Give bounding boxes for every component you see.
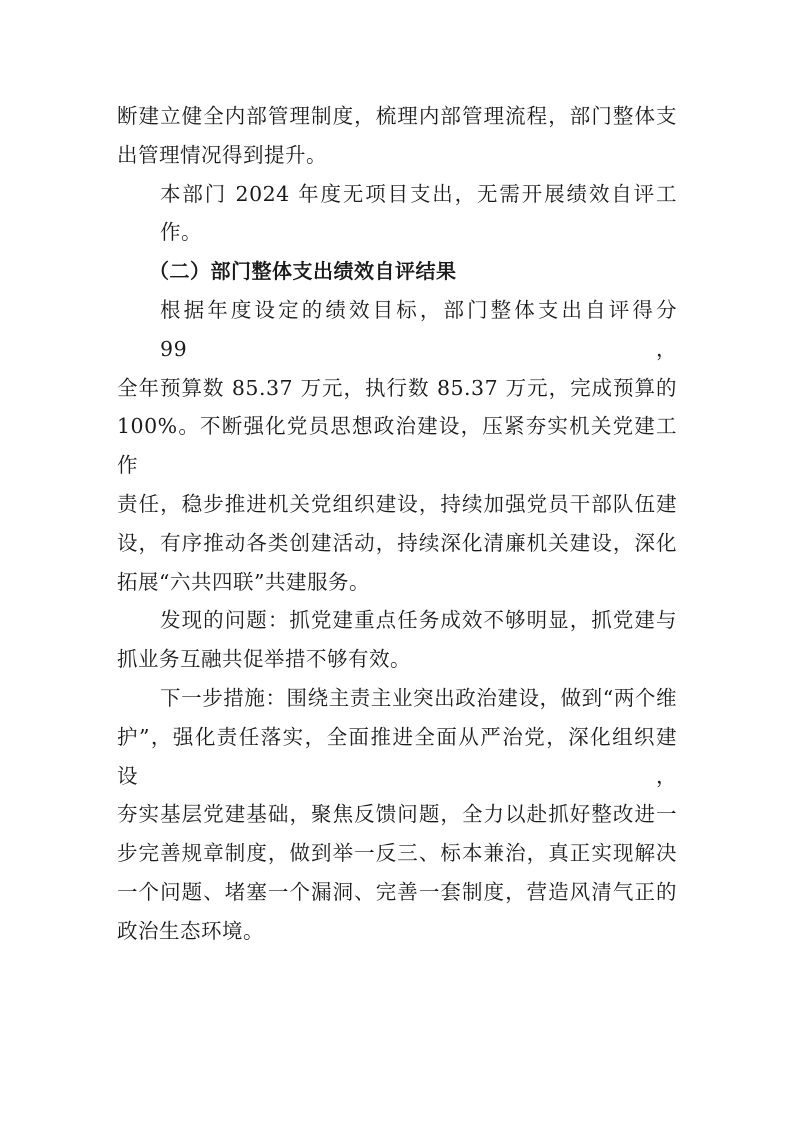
section-heading-text: （二）部门整体支出绩效自评结果 (149, 259, 457, 284)
text-line: 全年预算数 85.37 万元，执行数 85.37 万元，完成预算的 (117, 375, 677, 400)
section-heading (117, 252, 677, 291)
text-line: 护”，强化责任落实，全面推进全面从严治党，深化组织建设， (117, 724, 677, 788)
paragraph-evaluation-result (117, 291, 677, 601)
text-line: 抓业务互融共促举措不够有效。 (117, 647, 411, 672)
text-line: 断建立健全内部管理制度，梳理内部管理流程，部门整体支 (117, 104, 677, 128)
text-line: 出管理情况得到提升。 (117, 142, 327, 167)
paragraph-problems-found (117, 601, 677, 679)
text-line: 步完善规章制度，做到举一反三、标本兼治，真正实现解决 (117, 841, 677, 866)
text-line: 责任，稳步推进机关党组织建设，持续加强党员干部队伍建 (117, 491, 677, 516)
text-line: 本部门 2024 年度无项目支出，无需开展绩效自评工作。 (160, 181, 677, 245)
document-body (117, 97, 677, 951)
text-line: 发现的问题：抓党建重点任务成效不够明显，抓党建与 (160, 608, 677, 633)
text-line: 一个问题、堵塞一个漏洞、完善一套制度，营造风清气正的 (117, 879, 677, 904)
text-line: 100%。不断强化党员思想政治建设，压紧夯实机关党建工作 (117, 414, 677, 478)
text-line: 设，有序推动各类创建活动，持续深化清廉机关建设，深化 (117, 530, 677, 555)
paragraph-next-steps (117, 679, 677, 951)
text-line: 下一步措施：围绕主责主业突出政治建设，做到“两个维 (160, 685, 677, 710)
text-line: 夯实基层党建基础，聚焦反馈问题，全力以赴抓好整改进一 (117, 802, 677, 827)
paragraph-management-improvement (117, 97, 677, 175)
text-line: 政治生态环境。 (117, 918, 264, 943)
text-line: 根据年度设定的绩效目标，部门整体支出自评得分 99， (160, 297, 677, 361)
paragraph-no-project-expenditure (117, 175, 677, 253)
text-line: 拓展“六共四联”共建服务。 (117, 569, 370, 594)
